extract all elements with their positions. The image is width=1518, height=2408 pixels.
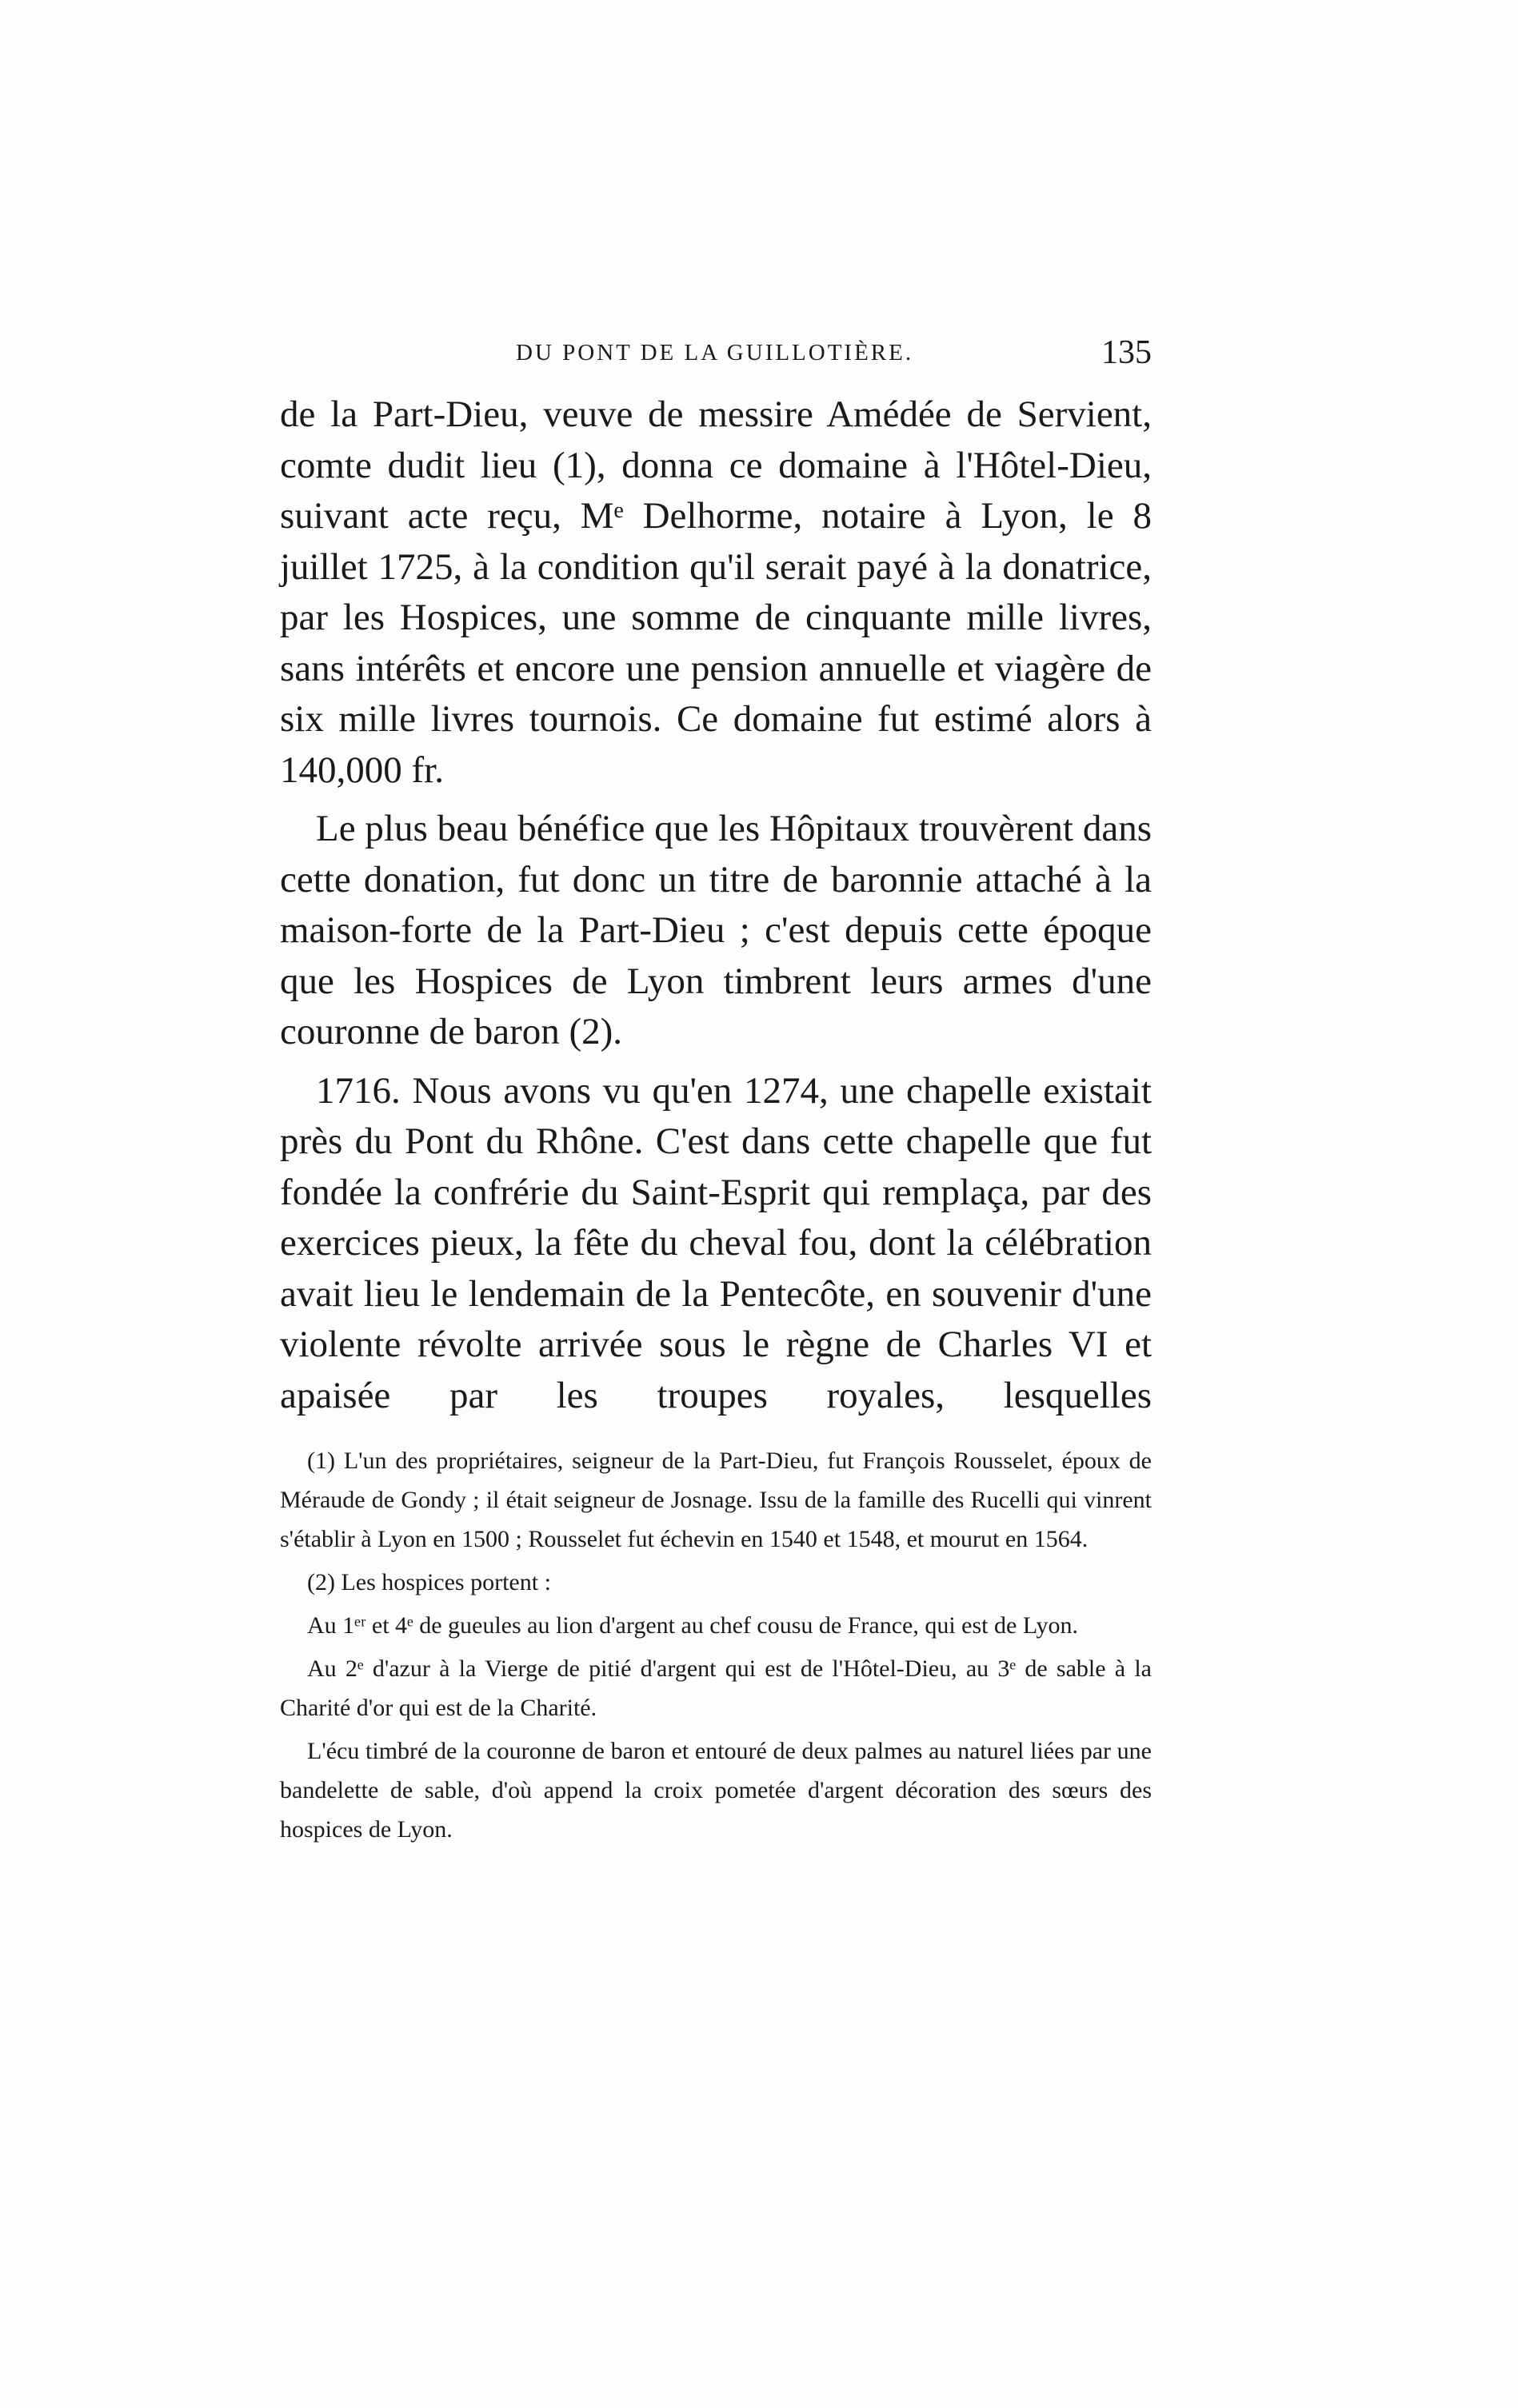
- paragraph-2: Le plus beau bénéfice que les Hôpitaux trouvèrent dans cette donation, fut donc un titre de baronnie attaché à la maison-forte de la Part-Dieu ; c'est depuis cette époque que les Hospices de Lyon timbrent leurs armes d'une couronne de baron (2).: [280, 808, 1152, 1052]
- running-title: DU PONT DE LA GUILLOTIÈRE.: [516, 340, 914, 365]
- running-head: [280, 334, 1152, 388]
- footnote-1: (1) L'un des propriétaires, seigneur de la Part-Dieu, fut François Rousselet, époux de Méraude de Gondy ; il était seigneur de Josnage. Issu de la famille des Rucelli qui vinrent s'établir à Lyon en 1500 ; Rousselet fut échevin en 1540 et 1548, et mourut en 1564.: [280, 1448, 1152, 1552]
- footnote-2-line-1: Au 1ᵉʳ et 4ᵉ de gueules au lion d'argent au chef cousu de France, qui est de Lyon.: [307, 1612, 1078, 1639]
- footnote-2-line-3: L'écu timbré de la couronne de baron et entouré de deux palmes au naturel liées par une bandelette de sable, d'où append la croix pometée d'argent décoration des sœurs des hospices de Lyon.: [280, 1738, 1152, 1843]
- page-number: 135: [1101, 334, 1152, 371]
- footnotes: [280, 1441, 1152, 1849]
- footnote-2: (2) Les hospices portent :: [307, 1569, 551, 1595]
- paragraph-3: 1716. Nous avons vu qu'en 1274, une chapelle existait près du Pont du Rhône. C'est dans cette chapelle que fut fondée la confrérie du Saint-Esprit qui remplaça, par des exercices pieux, la fête du cheval fou, dont la célébration avait lieu le lendemain de la Pentecôte, en souvenir d'une violente révolte arrivée sous le règne de Charles VI et apaisée par les troupes royales, lesquelles: [280, 1069, 1152, 1416]
- paragraph-1: de la Part-Dieu, veuve de messire Amédée de Servient, comte dudit lieu (1), donna ce domaine à l'Hôtel-Dieu, suivant acte reçu, Mᵉ Delhorme, notaire à Lyon, le 8 juillet 1725, à la condition qu'il serait payé à la donatrice, par les Hospices, une somme de cinquante mille livres, sans intérêts et encore une pension annuelle et viagère de six mille livres tournois. Ce domaine fut estimé alors à 140,000 fr.: [280, 393, 1152, 791]
- main-text: [280, 389, 1152, 1421]
- footnote-2-line-2: Au 2ᵉ d'azur à la Vierge de pitié d'argent qui est de l'Hôtel-Dieu, au 3ᵉ de sable à la Charité d'or qui est de la Charité.: [280, 1655, 1152, 1721]
